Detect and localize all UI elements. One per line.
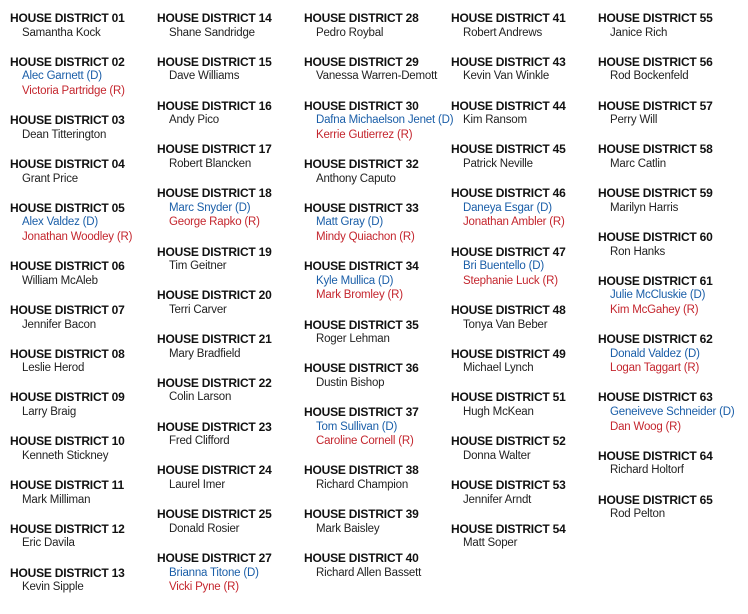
district-title: HOUSE DISTRICT 57	[598, 98, 713, 113]
district-title: HOUSE DISTRICT 13	[10, 565, 125, 580]
district-title: HOUSE DISTRICT 51	[451, 390, 566, 405]
district-block	[10, 11, 158, 40]
candidate-name: Stephanie Luck (R)	[463, 274, 558, 287]
district-block	[157, 55, 305, 84]
district-block	[304, 99, 452, 143]
candidate-name: Logan Taggart (R)	[610, 362, 700, 375]
district-title: HOUSE DISTRICT 12	[10, 521, 125, 536]
district-block	[451, 142, 599, 171]
candidate-name: Mindy Quiachon (R)	[316, 230, 415, 243]
district-block	[598, 11, 746, 40]
district-block	[157, 551, 305, 595]
district-title: HOUSE DISTRICT 40	[304, 551, 419, 566]
district-block	[598, 55, 746, 84]
district-title: HOUSE DISTRICT 64	[598, 448, 713, 463]
district-block	[304, 259, 452, 303]
candidate-name: Fred Clifford	[169, 435, 230, 448]
candidate-name: Donald Valdez (D)	[610, 347, 700, 360]
candidate-name: Michael Lynch	[463, 362, 534, 375]
district-title: HOUSE DISTRICT 14	[157, 11, 272, 25]
district-title: HOUSE DISTRICT 54	[451, 521, 566, 536]
district-title: HOUSE DISTRICT 20	[157, 288, 272, 303]
district-title: HOUSE DISTRICT 61	[598, 273, 713, 288]
district-block	[451, 434, 599, 463]
district-title: HOUSE DISTRICT 27	[157, 550, 272, 565]
district-title: HOUSE DISTRICT 48	[451, 302, 566, 317]
candidate-name: Tom Sullivan (D)	[316, 420, 398, 433]
district-block	[451, 303, 599, 332]
candidate-name: Donna Walter	[463, 449, 531, 462]
district-title: HOUSE DISTRICT 04	[10, 156, 125, 171]
district-block	[157, 332, 305, 361]
candidate-name: Robert Andrews	[463, 26, 543, 39]
district-block	[451, 99, 599, 128]
candidate-name: Dustin Bishop	[316, 376, 385, 389]
district-block	[304, 463, 452, 492]
district-block	[304, 507, 452, 536]
district-title: HOUSE DISTRICT 03	[10, 113, 125, 128]
candidate-name: Kim Ransom	[463, 114, 527, 127]
candidate-name: Marc Catlin	[610, 157, 666, 170]
candidate-name: Pedro Roybal	[316, 26, 384, 39]
district-block	[304, 157, 452, 186]
candidate-name: Mark Baisley	[316, 522, 380, 535]
district-block	[451, 347, 599, 376]
district-title: HOUSE DISTRICT 63	[598, 390, 713, 405]
district-title: HOUSE DISTRICT 15	[157, 54, 272, 69]
district-column-1	[10, 11, 158, 609]
district-title: HOUSE DISTRICT 39	[304, 507, 419, 522]
candidate-name: Jennifer Bacon	[22, 318, 96, 331]
district-block	[157, 420, 305, 449]
district-title: HOUSE DISTRICT 28	[304, 11, 419, 25]
district-block	[598, 274, 746, 318]
district-block	[10, 434, 158, 463]
candidate-name: Ron Hanks	[610, 245, 666, 258]
district-title: HOUSE DISTRICT 44	[451, 98, 566, 113]
candidate-name: Vicki Pyne (R)	[169, 581, 239, 594]
district-title: HOUSE DISTRICT 34	[304, 259, 419, 274]
candidate-name: Bri Buentello (D)	[463, 260, 544, 273]
district-block	[598, 332, 746, 376]
district-block	[304, 361, 452, 390]
candidate-name: Janice Rich	[610, 26, 668, 39]
district-block	[598, 390, 746, 434]
district-title: HOUSE DISTRICT 45	[451, 142, 566, 157]
district-title: HOUSE DISTRICT 55	[598, 11, 713, 25]
candidate-name: Caroline Cornell (R)	[316, 435, 414, 448]
candidate-name: Jennifer Arndt	[463, 493, 532, 506]
district-title: HOUSE DISTRICT 36	[304, 361, 419, 376]
district-title: HOUSE DISTRICT 05	[10, 200, 125, 215]
district-block	[10, 303, 158, 332]
district-block	[451, 11, 599, 40]
district-title: HOUSE DISTRICT 43	[451, 54, 566, 69]
district-title: HOUSE DISTRICT 59	[598, 186, 713, 201]
district-block	[157, 507, 305, 536]
candidate-name: Shane Sandridge	[169, 26, 255, 39]
candidate-name: Rod Bockenfeld	[610, 70, 689, 83]
candidate-name: Hugh McKean	[463, 406, 534, 419]
district-block	[304, 11, 452, 40]
candidate-name: Anthony Caputo	[316, 172, 396, 185]
district-block	[304, 201, 452, 245]
district-block	[451, 245, 599, 289]
district-block	[451, 186, 599, 230]
candidate-name: Matt Gray (D)	[316, 216, 384, 229]
district-title: HOUSE DISTRICT 62	[598, 332, 713, 347]
district-title: HOUSE DISTRICT 60	[598, 229, 713, 244]
district-block	[451, 478, 599, 507]
candidate-name: Roger Lehman	[316, 333, 390, 346]
candidate-name: Richard Allen Bassett	[316, 566, 422, 579]
district-title: HOUSE DISTRICT 37	[304, 405, 419, 420]
district-title: HOUSE DISTRICT 25	[157, 507, 272, 522]
candidate-name: William McAleb	[22, 274, 98, 287]
district-block	[598, 230, 746, 259]
district-block	[304, 551, 452, 580]
district-title: HOUSE DISTRICT 21	[157, 332, 272, 347]
district-block	[598, 186, 746, 215]
candidate-name: Mark Bromley (R)	[316, 289, 403, 302]
candidate-name: Alex Valdez (D)	[22, 216, 99, 229]
candidate-name: Alec Garnett (D)	[22, 70, 102, 83]
district-column-4	[451, 11, 599, 566]
district-title: HOUSE DISTRICT 56	[598, 54, 713, 69]
candidate-name: Colin Larson	[169, 391, 232, 404]
candidate-name: Dean Titterington	[22, 128, 107, 141]
district-block	[598, 142, 746, 171]
candidate-name: Geneiveve Schneider (D)	[610, 406, 735, 419]
district-title: HOUSE DISTRICT 07	[10, 302, 125, 317]
district-block	[157, 11, 305, 40]
candidate-name: Jonathan Woodley (R)	[22, 230, 133, 243]
district-block	[598, 99, 746, 128]
candidate-name: Robert Blancken	[169, 157, 252, 170]
district-title: HOUSE DISTRICT 47	[451, 244, 566, 259]
candidate-name: Grant Price	[22, 172, 78, 185]
district-block	[10, 347, 158, 376]
district-block	[157, 463, 305, 492]
candidate-name: Tonya Van Beber	[463, 318, 548, 331]
district-title: HOUSE DISTRICT 19	[157, 244, 272, 259]
candidate-name: George Rapko (R)	[169, 216, 260, 229]
candidate-name: Donald Rosier	[169, 522, 240, 535]
district-title: HOUSE DISTRICT 09	[10, 390, 125, 405]
district-block	[304, 55, 452, 84]
district-block	[10, 259, 158, 288]
district-block	[10, 390, 158, 419]
candidate-name: Patrick Neville	[463, 157, 533, 170]
district-block	[157, 99, 305, 128]
district-title: HOUSE DISTRICT 06	[10, 259, 125, 274]
candidate-name: Rod Pelton	[610, 508, 665, 521]
district-title: HOUSE DISTRICT 53	[451, 478, 566, 493]
district-block	[157, 376, 305, 405]
district-title: HOUSE DISTRICT 17	[157, 142, 272, 157]
candidate-name: Tim Geitner	[169, 260, 227, 273]
district-title: HOUSE DISTRICT 10	[10, 434, 125, 449]
candidate-name: Kevin Van Winkle	[463, 70, 550, 83]
district-block	[451, 390, 599, 419]
district-title: HOUSE DISTRICT 49	[451, 346, 566, 361]
district-block	[10, 55, 158, 99]
candidate-name: Matt Soper	[463, 537, 518, 550]
candidate-name: Kenneth Stickney	[22, 449, 109, 462]
candidate-name: Kevin Sipple	[22, 581, 84, 594]
district-title: HOUSE DISTRICT 11	[10, 478, 124, 493]
district-title: HOUSE DISTRICT 22	[157, 375, 272, 390]
candidate-name: Dafna Michaelson Jenet (D)	[316, 114, 454, 127]
candidate-name: Dan Woog (R)	[610, 420, 681, 433]
candidate-name: Victoria Partridge (R)	[22, 84, 125, 97]
district-column-2	[157, 11, 305, 609]
district-block	[451, 55, 599, 84]
district-block	[304, 405, 452, 449]
district-title: HOUSE DISTRICT 41	[451, 11, 566, 25]
district-block	[10, 157, 158, 186]
district-block	[451, 522, 599, 551]
district-title: HOUSE DISTRICT 08	[10, 346, 125, 361]
district-title: HOUSE DISTRICT 52	[451, 434, 566, 449]
candidate-name: Samantha Kock	[22, 26, 101, 39]
district-block	[10, 566, 158, 595]
candidate-name: Daneya Esgar (D)	[463, 201, 552, 214]
district-title: HOUSE DISTRICT 33	[304, 200, 419, 215]
candidate-name: Richard Holtorf	[610, 464, 684, 477]
candidate-name: Perry Will	[610, 114, 658, 127]
district-title: HOUSE DISTRICT 23	[157, 419, 272, 434]
district-title: HOUSE DISTRICT 18	[157, 186, 272, 201]
candidate-name: Leslie Herod	[22, 362, 85, 375]
district-block	[10, 522, 158, 551]
district-title: HOUSE DISTRICT 01	[10, 11, 125, 25]
district-block	[157, 245, 305, 274]
candidate-name: Laurel Imer	[169, 479, 225, 492]
district-block	[598, 493, 746, 522]
district-block	[598, 449, 746, 478]
district-title: HOUSE DISTRICT 02	[10, 54, 125, 69]
district-title: HOUSE DISTRICT 24	[157, 463, 272, 478]
district-block	[10, 201, 158, 245]
candidate-name: Jonathan Ambler (R)	[463, 216, 565, 229]
district-title: HOUSE DISTRICT 58	[598, 142, 713, 157]
candidate-name: Brianna Titone (D)	[169, 566, 259, 579]
candidate-name: Julie McCluskie (D)	[610, 289, 706, 302]
district-title: HOUSE DISTRICT 30	[304, 98, 419, 113]
candidate-name: Marilyn Harris	[610, 201, 679, 214]
district-column-3	[304, 11, 452, 595]
district-title: HOUSE DISTRICT 46	[451, 186, 566, 201]
candidate-name: Dave Williams	[169, 70, 240, 83]
candidate-name: Kim McGahey (R)	[610, 303, 699, 316]
district-column-5	[598, 11, 746, 536]
candidate-name: Andy Pico	[169, 114, 219, 127]
candidate-name: Vanessa Warren-Demott	[316, 70, 438, 83]
candidate-name: Larry Braig	[22, 406, 77, 419]
district-block	[304, 318, 452, 347]
candidate-name: Mary Bradfield	[169, 347, 241, 360]
candidate-name: Mark Milliman	[22, 493, 91, 506]
candidate-name: Richard Champion	[316, 479, 409, 492]
district-title: HOUSE DISTRICT 29	[304, 54, 419, 69]
district-block	[157, 288, 305, 317]
candidate-name: Eric Davila	[22, 537, 75, 550]
candidate-name: Kyle Mullica (D)	[316, 274, 394, 287]
district-title: HOUSE DISTRICT 38	[304, 463, 419, 478]
district-title: HOUSE DISTRICT 65	[598, 492, 713, 507]
district-block	[10, 478, 158, 507]
district-block	[157, 142, 305, 171]
candidate-name: Kerrie Gutierrez (R)	[316, 128, 413, 141]
district-title: HOUSE DISTRICT 35	[304, 317, 419, 332]
district-block	[157, 186, 305, 230]
candidate-name: Marc Snyder (D)	[169, 201, 251, 214]
district-title: HOUSE DISTRICT 32	[304, 156, 419, 171]
district-title: HOUSE DISTRICT 16	[157, 98, 272, 113]
candidate-name: Terri Carver	[169, 303, 227, 316]
district-block	[10, 113, 158, 142]
